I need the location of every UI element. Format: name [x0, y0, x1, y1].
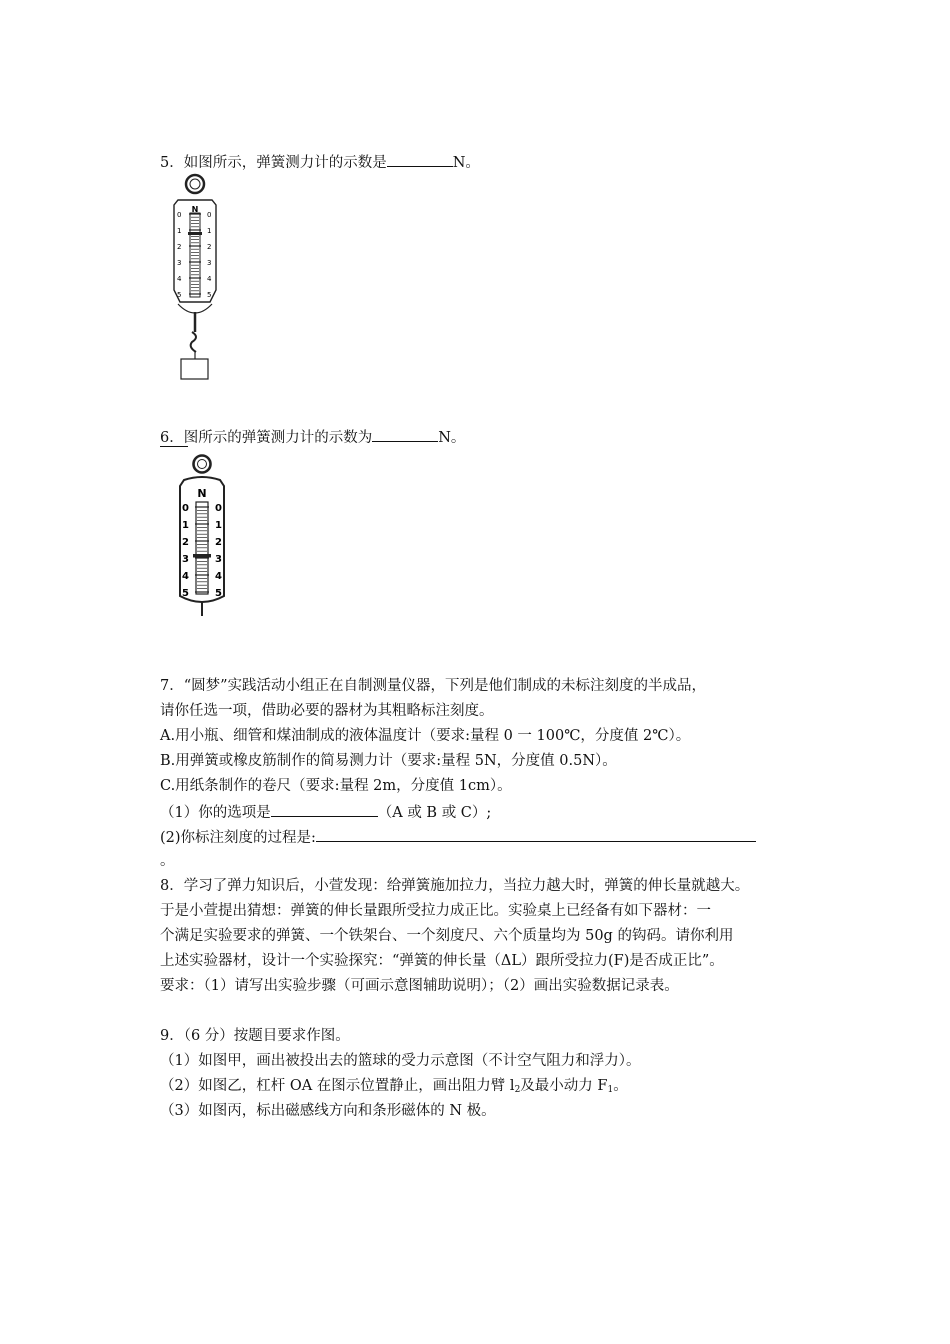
q5-right-5: 5: [207, 291, 212, 299]
q7-option-b: B.用弹簧或橡皮筋制作的简易测力计（要求:量程 5N，分度值 0.5N）。: [160, 753, 617, 769]
q5-spring-scale-figure: [168, 172, 228, 384]
q6-left-5: 5: [182, 588, 189, 599]
q5-prefix: 5．如图所示，弹簧测力计的示数是: [160, 155, 387, 171]
q5-ring: [186, 175, 204, 193]
q7-line1: 7．“圆梦”实践活动小组正在自制测量仪器，下列是他们制成的未标注刻度的半成品，: [160, 678, 707, 694]
q6-left-1: 1: [182, 520, 189, 531]
q9-line3-mid: 及最小动力 F: [520, 1078, 608, 1094]
q6-number-underline: [160, 446, 188, 447]
q7-sub2-end: 。: [160, 853, 175, 869]
q7-sub1-prefix: （1）你的选项是: [160, 805, 271, 821]
q5-ring-inner: [190, 179, 200, 189]
q8-line4: 上述实验器材，设计一个实验探究：“弹簧的伸长量（ΔL）跟所受拉力(F)是否成正比”。: [160, 953, 724, 969]
q6-prefix: 6．图所示的弹簧测力计的示数为: [160, 430, 373, 446]
q8-line1: 8．学习了弹力知识后，小萱发现：给弹簧施加拉力，当拉力越大时，弹簧的伸长量就越大。: [160, 878, 750, 894]
q5-left-5: 5: [177, 291, 182, 299]
q9-line2: （1）如图甲，画出被投出去的篮球的受力示意图（不计空气阻力和浮力）。: [160, 1053, 641, 1069]
q6-spring-scale-figure: [172, 450, 232, 618]
q9-line3-prefix: （2）如图乙，杠杆 OA 在图示位置静止，画出阻力臂 l: [160, 1078, 515, 1094]
q9-line3-sub1: 2: [514, 1085, 521, 1095]
q6-answer-blank[interactable]: [372, 427, 438, 442]
q7-sub1-suffix: （A 或 B 或 C）;: [377, 805, 492, 821]
q6-right-5: 5: [215, 588, 222, 599]
q6-ring-inner: [198, 460, 207, 469]
q9-line3-end: 。: [613, 1078, 628, 1094]
q5-left-0: 0: [177, 211, 182, 219]
q5-left-2: 2: [177, 243, 182, 251]
q9-line3-sub2: 1: [607, 1085, 614, 1095]
q9-line4: （3）如图丙，标出磁感线方向和条形磁体的 N 极。: [160, 1103, 496, 1119]
q5-right-2: 2: [207, 243, 212, 251]
q7-option-a: A.用小瓶、细管和煤油制成的液体温度计（要求:量程 0 一 100℃，分度值 2℃）。: [160, 728, 691, 744]
q7-sub1: [160, 802, 491, 823]
q6-left-2: 2: [182, 537, 189, 548]
q5-pointer: [188, 232, 202, 235]
q8-line2: 于是小萱提出猜想：弹簧的伸长量跟所受拉力成正比。实验桌上已经备有如下器材：一: [160, 903, 711, 919]
q6-right-2: 2: [215, 537, 222, 548]
q6-unit-label: N: [197, 487, 207, 500]
q7-sub2-prefix: (2)你标注刻度的过程是:: [160, 830, 316, 846]
q9-line3: [160, 1076, 628, 1100]
q5-weight-block: [181, 359, 208, 379]
q6-right-3: 3: [215, 554, 222, 565]
q6-left-0: 0: [182, 503, 189, 514]
q6-left-3: 3: [182, 554, 189, 565]
q5-left-4: 4: [177, 275, 182, 283]
q5-hook: [191, 332, 196, 352]
q5-right-4: 4: [207, 275, 212, 283]
q9-line1: 9．（6 分）按题目要求作图。: [160, 1028, 350, 1044]
q7-process-blank[interactable]: [316, 827, 756, 842]
q6-text: [160, 427, 465, 448]
q5-text: [160, 152, 480, 173]
q5-unit-label: N: [191, 205, 199, 214]
q6-pointer: [193, 554, 211, 558]
q7-choice-blank[interactable]: [271, 802, 378, 817]
q8-line3: 个满足实验要求的弹簧、一个铁架台、一个刻度尺、六个质量均为 50g 的钩码。请你利用: [160, 928, 734, 944]
q8-line5: 要求：（1）请写出实验步骤（可画示意图辅助说明）；（2）画出实验数据记录表。: [160, 978, 679, 994]
q6-right-4: 4: [215, 571, 222, 582]
q6-left-4: 4: [182, 571, 189, 582]
q7-line2: 请你任选一项，借助必要的器材为其粗略标注刻度。: [160, 703, 494, 719]
q5-left-3: 3: [177, 259, 182, 267]
q5-answer-blank[interactable]: [387, 152, 453, 167]
q5-left-1: 1: [177, 227, 182, 235]
q5-bottom-arc: [178, 304, 212, 313]
q5-suffix: N。: [452, 155, 480, 171]
q5-right-0: 0: [207, 211, 212, 219]
q6-right-1: 1: [215, 520, 222, 531]
q7-sub2: [160, 827, 756, 848]
q5-right-1: 1: [207, 227, 212, 235]
q7-option-c: C.用纸条制作的卷尺（要求:量程 2m，分度值 1cm）。: [160, 778, 512, 794]
q5-right-3: 3: [207, 259, 212, 267]
q6-ring: [194, 456, 211, 473]
q6-right-0: 0: [215, 503, 222, 514]
q6-suffix: N。: [438, 430, 466, 446]
